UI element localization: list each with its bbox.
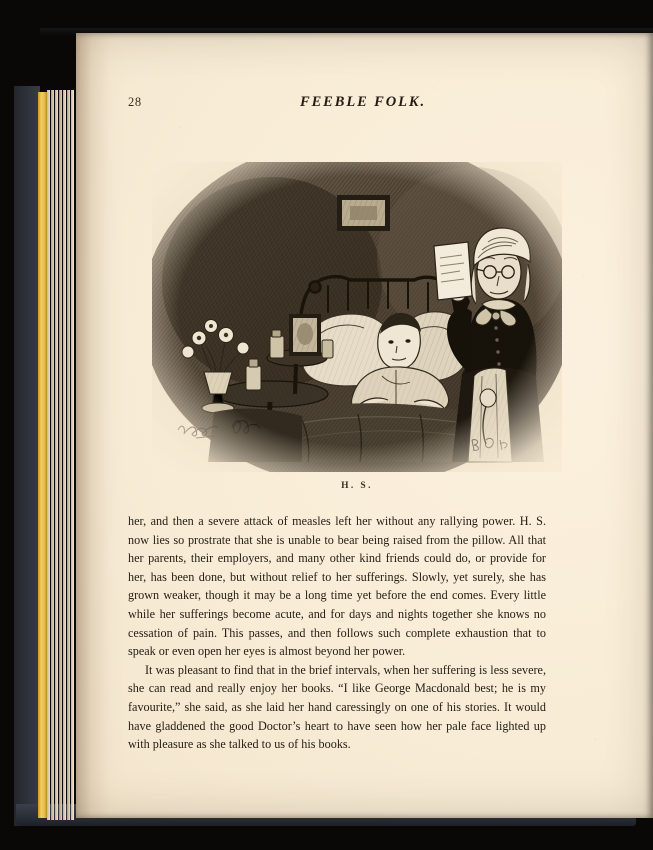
page-edge-stack: [55, 90, 58, 820]
illustration-engraving: [152, 162, 562, 472]
book-page: [76, 33, 653, 818]
running-head-title: FEEBLE FOLK.: [300, 94, 426, 110]
paragraph-1: her, and then a severe attack of measles left her without any rallying power. H. S. now lies so prostrate that she is unable to bear being raised from the pillow. All that her parents, their employers, and many other kind friends could do, or provide for her, has been done, but without relief to her sufferings. Slowly, yet surely, she has grown weaker, though it may be a long time yet before the end comes. Every little while her sufferings become acute, and for days and nights together she knows no cessation of pain. This passes, and then follows such complete exhaustion that to speak or even open her eyes is almost beyond her power.: [128, 514, 546, 659]
page-edge-stack: [47, 90, 50, 820]
page-edge-stack: [59, 90, 62, 820]
page-edge-stack: [51, 90, 54, 820]
page-edge-stack: [71, 90, 74, 820]
book-cover-left-edge: [14, 86, 40, 826]
page-edge-stack: [67, 90, 70, 820]
illustration-plate: [152, 162, 562, 472]
page-folio-number: 28: [128, 95, 142, 109]
running-head: [128, 95, 598, 113]
body-text: [128, 512, 546, 754]
gilt-endpaper-edge: [38, 92, 47, 818]
paragraph-2: It was pleasant to find that in the brief intervals, when her suffering is less severe, she can read and really enjoy her books. “I like George Macdonald best; he is my favourite,” she said, as she laid her hand caressingly on one of his stories. It would have gladdened the good Doctor’s heart to have seen how her pale face lighted up with pleasure as she talked to us of his books.: [128, 662, 546, 752]
page-edge-stack: [63, 90, 66, 820]
illustration-caption: H. S.: [341, 481, 373, 491]
